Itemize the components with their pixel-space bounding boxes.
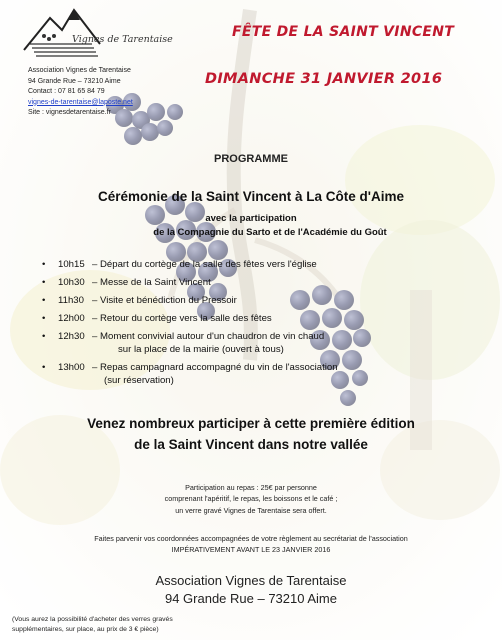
payment-instructions: Faites parvenir vos coordonnées accompagnées de votre règlement au secrétariat de l'association (94, 534, 408, 543)
contact-phone: Contact : 07 81 65 84 79 (28, 88, 105, 96)
schedule-time: 10h30 (58, 277, 85, 288)
ceremony-subtitle-1: avec la participation (205, 213, 297, 224)
footnote-line-2: supplémentaires, sur place, au prix de 3 € pièce) (12, 626, 159, 633)
bullet-icon: • (42, 277, 46, 288)
participation-price: Participation au repas : 25€ par personne (185, 483, 317, 492)
bullet-icon: • (42, 313, 46, 324)
participation-block (0, 482, 502, 516)
footnote-line-1: (Vous aurez la possibilité d'acheter des verres gravés (12, 616, 173, 623)
ceremony-title: Cérémonie de la Saint Vincent à La Côte d'Aime (97, 189, 405, 204)
participation-includes: comprenant l'apéritif, le repas, les boissons et le café ; (164, 494, 338, 504)
schedule-time: 10h15 (58, 259, 85, 270)
schedule-desc: – Repas campagnard accompagné du vin de l'association (92, 362, 338, 373)
schedule-desc: – Retour du cortège vers la salle des fêtes (92, 313, 272, 324)
payment-deadline: IMPÉRATIVEMENT AVANT LE 23 JANVIER 2016 (171, 545, 331, 554)
association-name: Association Vignes de Tarentaise (155, 573, 347, 588)
bullet-icon: • (42, 362, 46, 373)
schedule-time: 12h00 (58, 313, 85, 324)
event-date: DIMANCHE 31 JANVIER 2016 (205, 71, 443, 87)
bullet-icon: • (42, 295, 46, 306)
contact-email-link[interactable]: vignes-de-tarentaise@laposte.net (28, 98, 133, 106)
participation-gift: un verre gravé Vignes de Tarentaise sera offert. (175, 505, 327, 515)
contact-site: Site : vignesdetarentaise.fr (28, 109, 111, 117)
bullet-icon: • (42, 331, 46, 342)
schedule-desc: – Visite et bénédiction du Pressoir (92, 295, 237, 306)
logo-text: Vignes de Tarentaise (72, 34, 173, 45)
payment-block (0, 533, 502, 555)
schedule-desc: – Messe de la Saint Vincent (92, 277, 211, 288)
invite-line-2: de la Saint Vincent dans notre vallée (134, 437, 368, 452)
schedule-desc: – Départ du cortège de la salle des fêtes vers l'église (92, 259, 317, 270)
contact-block (28, 66, 133, 119)
contact-address: 94 Grande Rue – 73210 Aime (28, 77, 121, 85)
schedule-desc-continued: sur la place de la mairie (ouvert à tous) (118, 344, 284, 355)
invite-line-1: Venez nombreux participer à cette première édition (87, 416, 415, 431)
schedule-time: 12h30 (58, 331, 85, 342)
footnote (12, 615, 173, 635)
event-title: FÊTE DE LA SAINT VINCENT (232, 24, 455, 40)
contact-association: Association Vignes de Tarentaise (28, 67, 131, 74)
association-address: 94 Grande Rue – 73210 Aime (164, 591, 337, 606)
schedule-time: 13h00 (58, 362, 85, 373)
programme-heading: PROGRAMME (214, 153, 288, 165)
logo-mountain-icon (22, 6, 182, 58)
schedule-time: 11h30 (58, 295, 84, 306)
ceremony-subtitle-2: de la Compagnie du Sarto et de l'Académie du Goût (153, 227, 387, 238)
bullet-icon: • (42, 259, 46, 270)
schedule-desc-continued: (sur réservation) (104, 375, 174, 386)
schedule-desc: – Moment convivial autour d'un chaudron de vin chaud (92, 331, 325, 342)
